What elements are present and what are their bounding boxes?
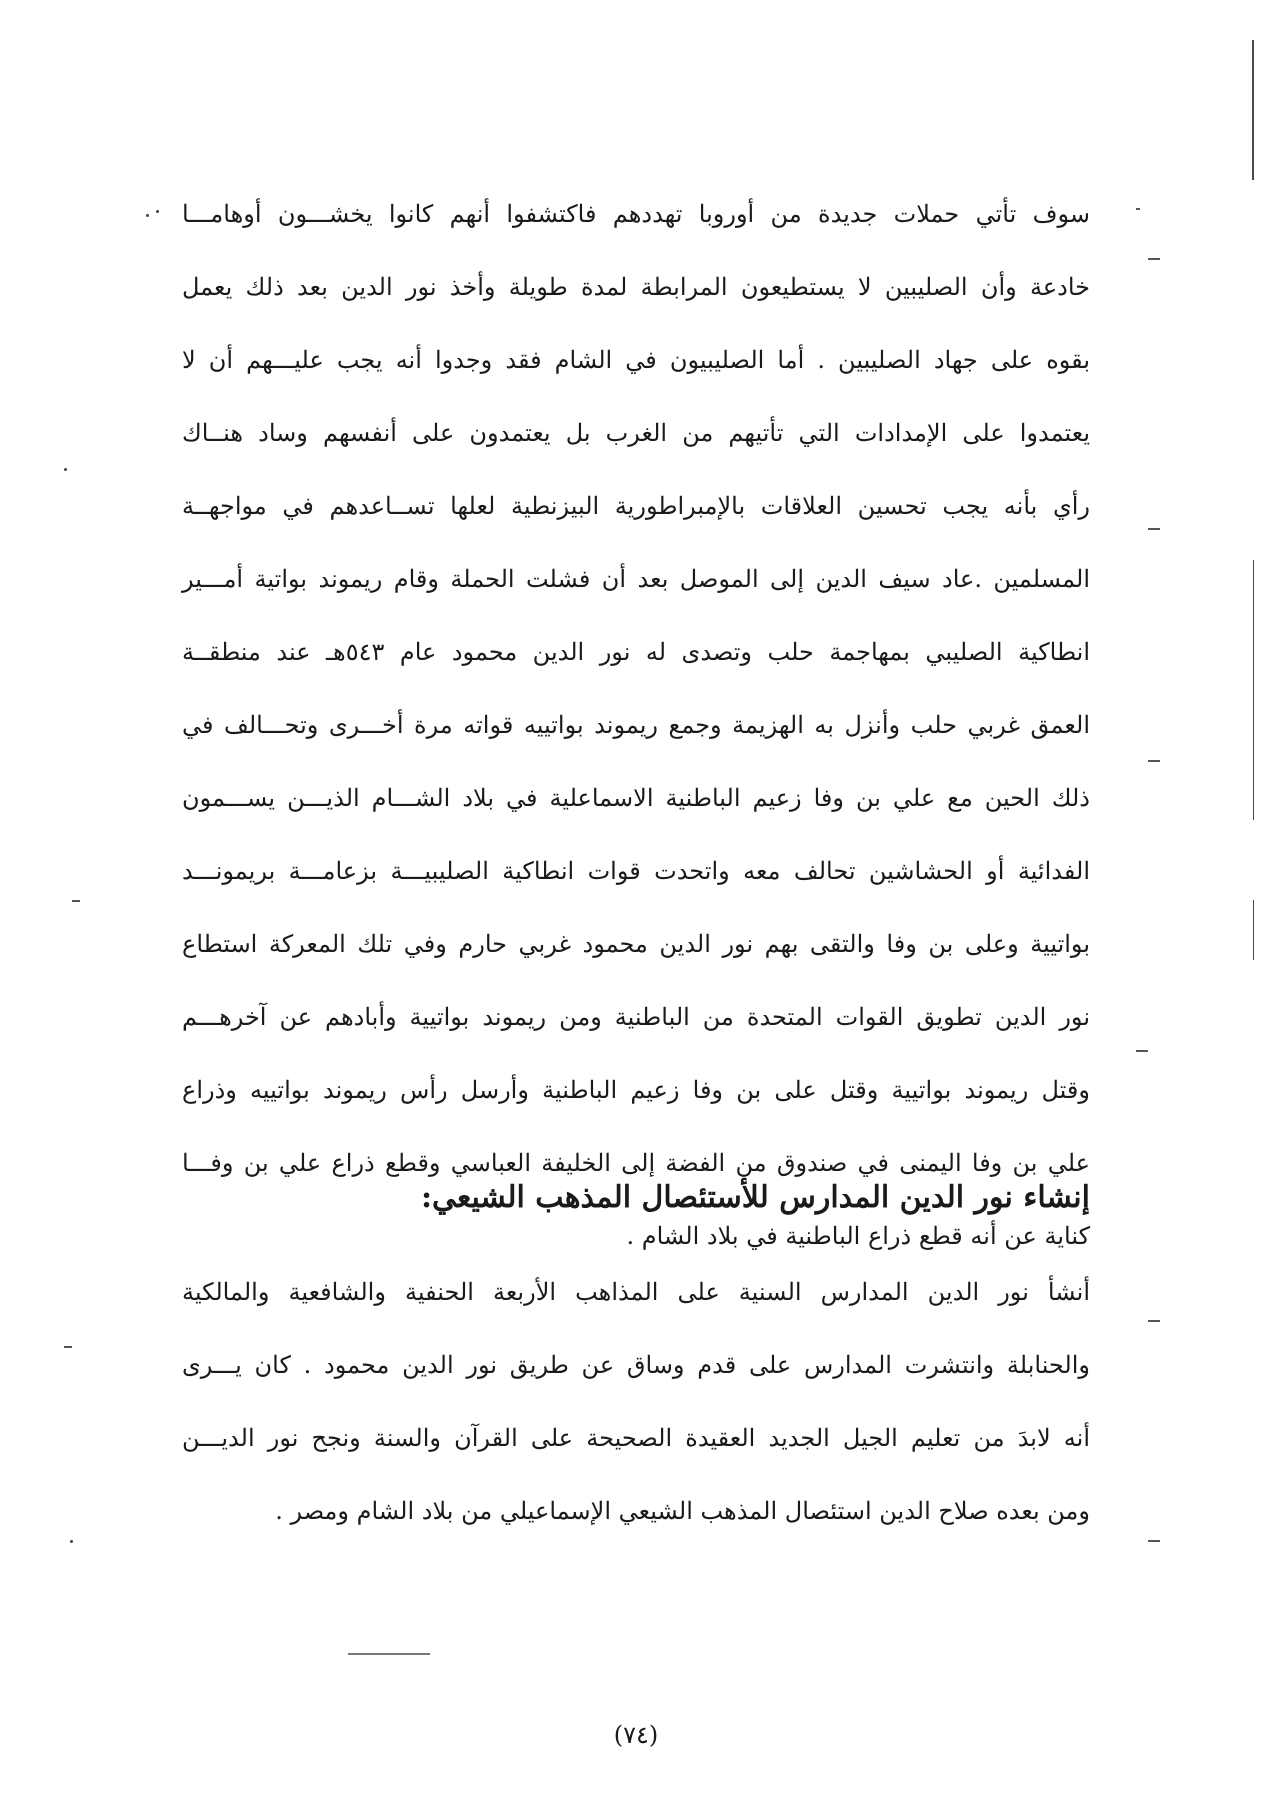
margin-mark <box>1136 208 1140 210</box>
margin-mark <box>146 214 149 217</box>
text-line: ومن بعده صلاح الدين استئصال المذهب الشيعي الإسماعيلي من بلاد الشام ومصر . <box>275 1497 1090 1525</box>
scan-edge-line <box>1253 560 1254 820</box>
text-line: علي بن وفا اليمنى في صندوق من الفضة إلى الخليفة العباسي وقطع ذراع علي بن وفـــا <box>182 1149 1090 1177</box>
text-line: انطاكية الصليبي بمهاجمة حلب وتصدى له نور الدين محمود عام ٥٤٣هـ عند منطقــة <box>182 638 1090 666</box>
text-line: ذلك الحين مع علي بن وفا زعيم الباطنية الاسماعلية في بلاد الشـــام الذيـــن يســـمون <box>182 784 1090 812</box>
margin-mark <box>70 1540 73 1543</box>
margin-mark <box>1148 528 1160 530</box>
scan-edge-line <box>1252 40 1254 180</box>
text-line: كناية عن أنه قطع ذراع الباطنية في بلاد الشام . <box>626 1222 1090 1250</box>
text-line: أنه لابدَ من تعليم الجيل الجديد العقيدة الصحيحة على القرآن والسنة ونجح نور الديـــن <box>182 1424 1090 1452</box>
scan-smudge <box>348 1653 430 1655</box>
text-line: نور الدين تطويق القوات المتحدة من الباطنية ومن ريموند بواتيية وأبادهم عن آخرهـــم <box>182 1003 1090 1031</box>
text-line: سوف تأتي حملات جديدة من أوروبا تهددهم فاكتشفوا أنهم كانوا يخشـــون أوهامـــا <box>182 200 1090 228</box>
margin-mark <box>1136 1050 1148 1052</box>
body-paragraph-1 <box>182 178 1090 1273</box>
text-line: خادعة وأن الصليبين لا يستطيعون المرابطة لمدة طويلة وأخذ نور الدين بعد ذلك يعمل <box>182 273 1090 301</box>
text-line: بواتيية وعلى بن وفا والتقى بهم نور الدين محمود غربي حارم وفي تلك المعركة استطاع <box>182 930 1090 958</box>
margin-mark <box>64 468 67 471</box>
margin-mark <box>64 1346 72 1348</box>
margin-mark <box>1148 760 1160 762</box>
margin-mark <box>1148 1540 1160 1542</box>
text-line: وقتل ريموند بواتيية وقتل على بن وفا زعيم الباطنية وأرسل رأس ريموند بواتييه وذراع <box>182 1076 1090 1104</box>
text-line: بقوه على جهاد الصليبين . أما الصليبيون في الشام فقد وجدوا أنه يجب عليـــهم أن لا <box>182 346 1090 374</box>
text-line: الفدائية أو الحشاشين تحالف معه واتحدت قوات انطاكية الصليبيـــة بزعامـــة بريمونـــد <box>182 857 1090 885</box>
scan-edge-line <box>1253 900 1254 960</box>
section-heading: إنشاء نور الدين المدارس للأستئصال المذهب الشيعي: <box>420 1180 1090 1215</box>
text-line: والحنابلة وانتشرت المدارس على قدم وساق عن طريق نور الدين محمود . كان يـــرى <box>182 1351 1090 1379</box>
text-line: رأي بأنه يجب تحسين العلاقات بالإمبراطورية البيزنطية لعلها تســاعدهم في مواجهــة <box>182 492 1090 520</box>
page-number: (٧٤) <box>613 1721 659 1749</box>
text-line: أنشأ نور الدين المدارس السنية على المذاهب الأربعة الحنفية والشافعية والمالكية <box>182 1278 1090 1306</box>
margin-mark <box>1148 258 1160 260</box>
margin-mark <box>1148 1320 1160 1322</box>
margin-mark <box>156 210 159 213</box>
body-paragraph-2 <box>182 1256 1090 1548</box>
text-line: يعتمدوا على الإمدادات التي تأتيهم من الغرب بل يعتمدون على أنفسهم وساد هنــاك <box>182 419 1090 447</box>
text-line: العمق غربي حلب وأنزل به الهزيمة وجمع ريموند بواتييه قواته مرة أخـــرى وتحـــالف في <box>182 711 1090 739</box>
margin-mark <box>72 900 80 902</box>
text-line: المسلمين .عاد سيف الدين إلى الموصل بعد أن فشلت الحملة وقام ريموند بواتية أمـــير <box>182 565 1090 593</box>
